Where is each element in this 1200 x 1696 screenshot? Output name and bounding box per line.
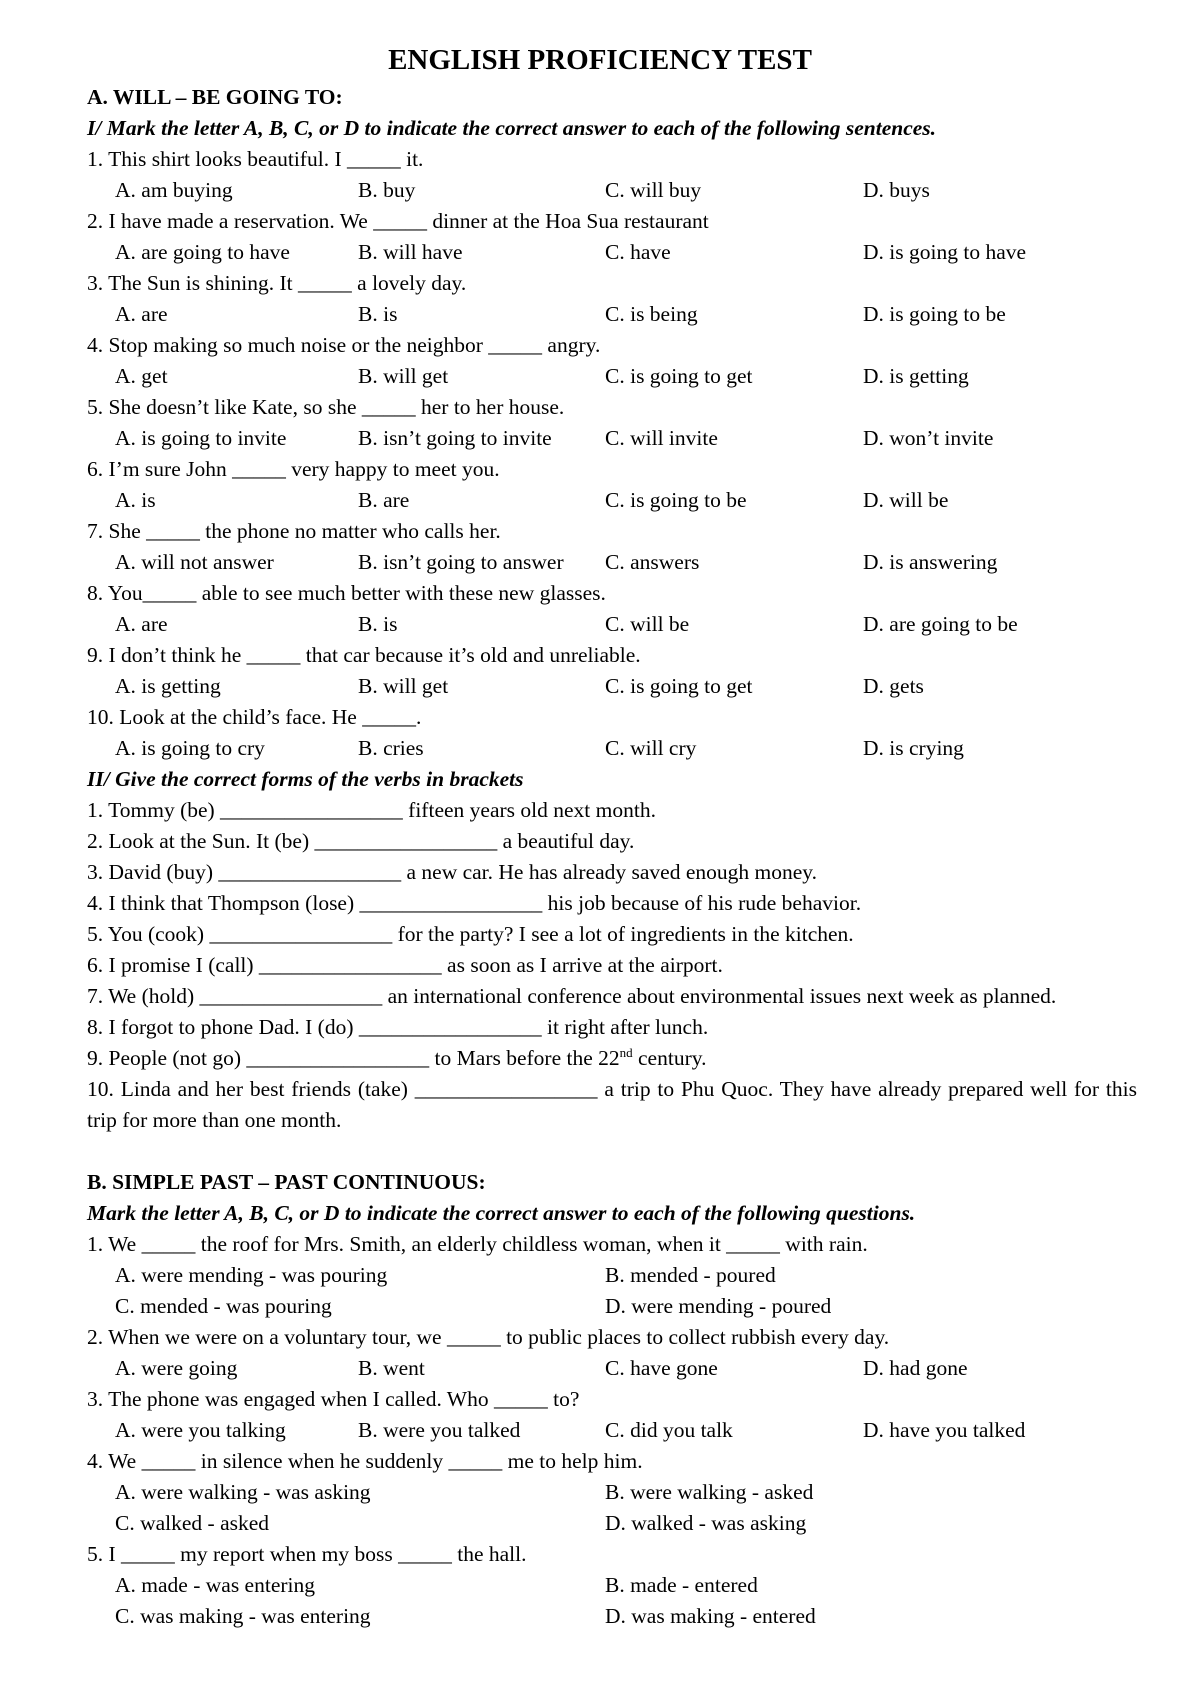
question-text: 6. I’m sure John _____ very happy to meet you. [87,457,500,481]
options-row [87,671,1137,702]
option-d: D. walked - was asking [605,1511,807,1535]
superscript: nd [619,1044,633,1060]
options-row [87,547,1137,578]
option-d: D. won’t invite [863,426,994,450]
options-row [87,175,1137,206]
options-row [87,733,1137,764]
option-c: C. have gone [605,1356,718,1380]
verb-item: 10. Linda and her best friends (take) _________________ a trip to Phu Quoc. They have already prepared well for this trip for more than one month. [87,1077,1137,1132]
options-row [87,1291,1137,1322]
option-a: A. were going [115,1356,238,1380]
question-text: 1. This shirt looks beautiful. I _____ it. [87,147,424,171]
question-text: 9. I don’t think he _____ that car because it’s old and unreliable. [87,643,641,667]
option-d: D. had gone [863,1356,968,1380]
option-b: B. were walking - asked [605,1480,814,1504]
verb-item: 3. David (buy) _________________ a new car. He has already saved enough money. [87,860,818,884]
spacer [87,1136,1137,1167]
option-c: C. is going to be [605,488,747,512]
option-d: D. is going to be [863,302,1006,326]
verb-item: 8. I forgot to phone Dad. I (do) _________________ it right after lunch. [87,1015,709,1039]
page-title: ENGLISH PROFICIENCY TEST [388,44,812,76]
options-row [87,299,1137,330]
section-a-verb-list [87,795,1137,1043]
options-row [87,361,1137,392]
option-b: B. will get [358,674,449,698]
option-c: C. will be [605,612,690,636]
question-text: 3. The Sun is shining. It _____ a lovely day. [87,271,467,295]
option-a: A. are [115,612,168,636]
option-a: A. are going to have [115,240,290,264]
option-d: D. is answering [863,550,998,574]
option-b: B. will get [358,364,449,388]
section-b-heading: B. SIMPLE PAST – PAST CONTINUOUS: [87,1170,486,1194]
verb-item: 9. People (not go) _________________ to Mars before the 22nd century. [87,1044,707,1070]
section-a-mcq-list [87,144,1137,764]
verb-item: 7. We (hold) _________________ an international conference about environmental issues next week as planned. [87,984,1057,1008]
option-a: A. is getting [115,674,221,698]
option-c: C. is going to get [605,674,753,698]
option-a: A. am buying [115,178,233,202]
option-b: B. isn’t going to invite [358,426,552,450]
option-b: B. are [358,488,410,512]
option-c: C. did you talk [605,1418,733,1442]
section-a-part2-instruction: II/ Give the correct forms of the verbs in brackets [87,767,524,791]
section-a-heading: A. WILL – BE GOING TO: [87,85,343,109]
option-a: A. get [115,364,168,388]
option-d: D. will be [863,488,949,512]
question-text: 2. I have made a reservation. We _____ dinner at the Hoa Sua restaurant [87,209,709,233]
option-c: C. is going to get [605,364,753,388]
question-text: 1. We _____ the roof for Mrs. Smith, an elderly childless woman, when it _____ with rain. [87,1232,868,1256]
option-b: B. will have [358,240,463,264]
option-a: A. is going to invite [115,426,287,450]
options-row [87,1477,1137,1508]
question-text: 5. I _____ my report when my boss _____ the hall. [87,1542,527,1566]
option-d: D. have you talked [863,1418,1026,1442]
option-b: B. is [358,302,398,326]
section-a-part1-instruction: I/ Mark the letter A, B, C, or D to indicate the correct answer to each of the following sentences. [87,116,937,140]
question-text: 2. When we were on a voluntary tour, we _____ to public places to collect rubbish every day. [87,1325,890,1349]
option-a: A. is going to cry [115,736,265,760]
verb-item: 1. Tommy (be) _________________ fifteen years old next month. [87,798,656,822]
options-row [87,1508,1137,1539]
option-b: B. cries [358,736,424,760]
options-row [87,1353,1137,1384]
option-a: A. are [115,302,168,326]
option-c: C. will cry [605,736,697,760]
option-d: D. is crying [863,736,964,760]
option-d: D. is going to have [863,240,1027,264]
option-c: C. walked - asked [115,1511,270,1535]
verb-item: 5. You (cook) _________________ for the party? I see a lot of ingredients in the kitchen. [87,922,854,946]
question-text: 4. We _____ in silence when he suddenly _____ me to help him. [87,1449,643,1473]
option-d: D. buys [863,178,930,202]
verb-item: 6. I promise I (call) _________________ as soon as I arrive at the airport. [87,953,723,977]
document-body [87,82,1137,1632]
option-a: A. were you talking [115,1418,286,1442]
option-a: A. is [115,488,156,512]
option-b: B. made - entered [605,1573,758,1597]
option-c: C. mended - was pouring [115,1294,332,1318]
options-row [87,1570,1137,1601]
question-text: 8. You_____ able to see much better with these new glasses. [87,581,606,605]
option-b: B. isn’t going to answer [358,550,564,574]
option-b: B. buy [358,178,416,202]
option-a: A. were walking - was asking [115,1480,371,1504]
option-d: D. are going to be [863,612,1018,636]
option-c: C. have [605,240,671,264]
options-row [87,237,1137,268]
options-row [87,485,1137,516]
options-row [87,423,1137,454]
section-b-instruction: Mark the letter A, B, C, or D to indicate the correct answer to each of the following questions. [87,1201,916,1225]
question-text: 4. Stop making so much noise or the neighbor _____ angry. [87,333,601,357]
option-c: C. answers [605,550,700,574]
options-row [87,1260,1137,1291]
option-a: A. were mending - was pouring [115,1263,388,1287]
option-a: A. made - was entering [115,1573,315,1597]
option-b: B. mended - poured [605,1263,776,1287]
options-row [87,1601,1137,1632]
option-d: D. were mending - poured [605,1294,832,1318]
option-a: A. will not answer [115,550,274,574]
option-c: C. is being [605,302,698,326]
option-d: D. was making - entered [605,1604,816,1628]
question-text: 5. She doesn’t like Kate, so she _____ her to her house. [87,395,565,419]
option-c: C. will buy [605,178,702,202]
option-b: B. were you talked [358,1418,521,1442]
question-text: 10. Look at the child’s face. He _____. [87,705,422,729]
options-row [87,609,1137,640]
question-text: 3. The phone was engaged when I called. Who _____ to? [87,1387,580,1411]
option-b: B. went [358,1356,425,1380]
verb-item: 4. I think that Thompson (lose) _________________ his job because of his rude behavior. [87,891,862,915]
option-c: C. was making - was entering [115,1604,371,1628]
option-c: C. will invite [605,426,718,450]
option-d: D. is getting [863,364,969,388]
option-d: D. gets [863,674,924,698]
option-b: B. is [358,612,398,636]
options-row [87,1415,1137,1446]
question-text: 7. She _____ the phone no matter who calls her. [87,519,501,543]
verb-item: 2. Look at the Sun. It (be) _________________ a beautiful day. [87,829,635,853]
